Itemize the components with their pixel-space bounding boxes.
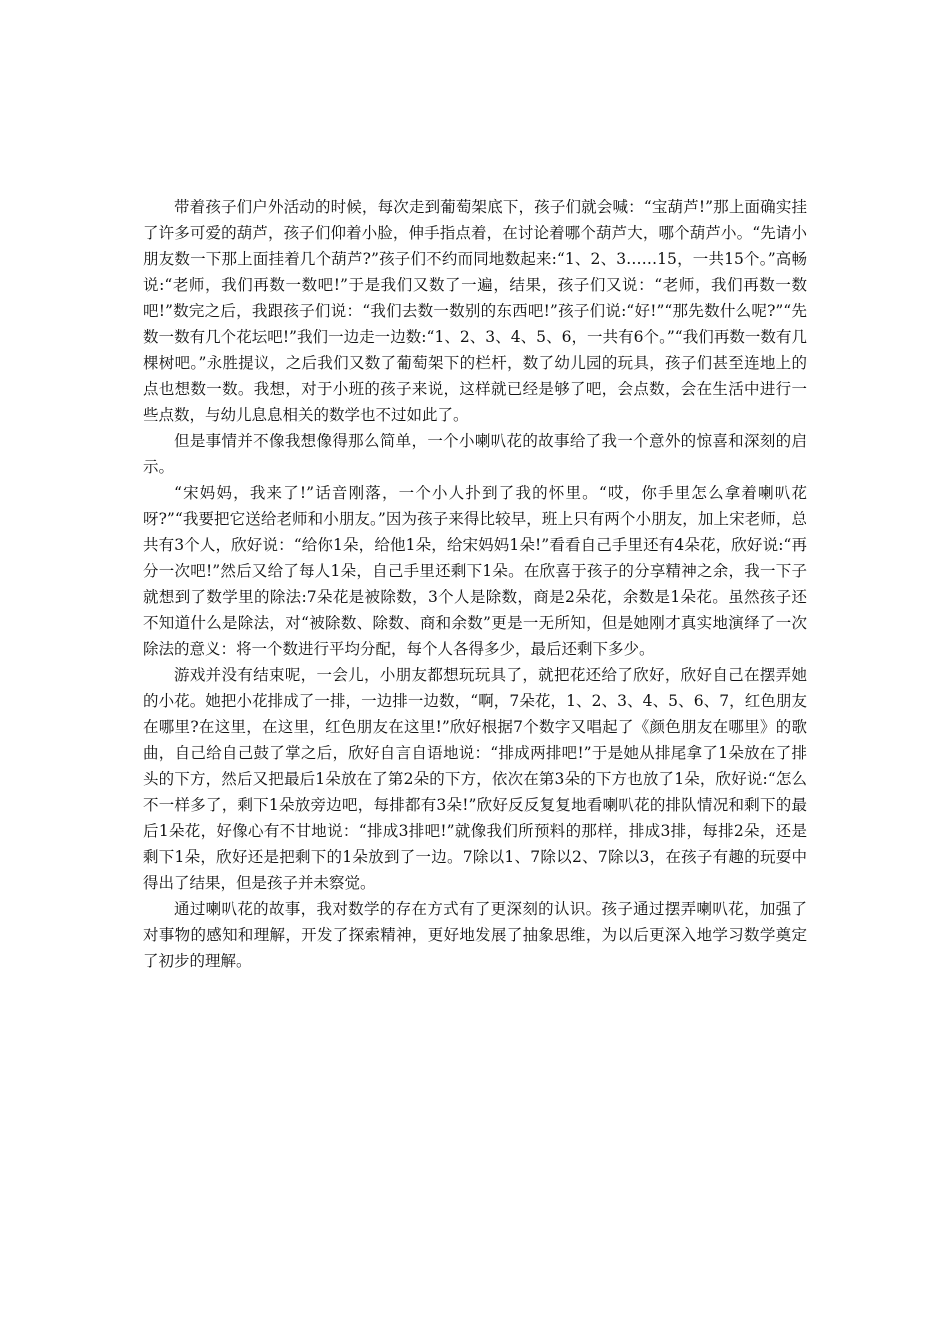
paragraph-1: 带着孩子们户外活动的时候，每次走到葡萄架底下，孩子们就会喊：“宝葫芦!”那上面确实挂了许多可爱的葫芦，孩子们仰着小脸，伸手指点着，在讨论着哪个葫芦大，哪个葫芦小。“先请小朋友数一下那上面挂着几个葫芦?”孩子们不约而同地数起来:“1、2、3……15，一共15个。”高畅说:“老师，我们再数一数吧!”于是我们又数了一遍，结果，孩子们又说：“老师，我们再数一数吧!”数完之后，我跟孩子们说：“我们去数一数别的东西吧!”孩子们说:“好!”“那先数什么呢?”“先数一数有几个花坛吧!”我们一边走一边数:“1、2、3、4、5、6，一共有6个。”“我们再数一数有几棵树吧。”永胜提议，之后我们又数了葡萄架下的栏杆，数了幼儿园的玩具，孩子们甚至连地上的点也想数一数。我想，对于小班的孩子来说，这样就已经是够了吧，会点数，会在生活中进行一些点数，与幼儿息息相关的数学也不过如此了。 (143, 198, 807, 424)
paragraph-4: 游戏并没有结束呢，一会儿，小朋友都想玩玩具了，就把花还给了欣好，欣好自己在摆弄她的小花。她把小花排成了一排，一边排一边数，“啊，7朵花，1、2、3、4、5、6、7，红色朋友在哪里?在这里，在这里，红色朋友在这里!”欣好根据7个数字又唱起了《颜色朋友在哪里》的歌曲，自己给自己鼓了掌之后，欣好自言自语地说：“排成两排吧!”于是她从排尾拿了1朵放在了排头的下方，然后又把最后1朵放在了第2朵的下方，依次在第3朵的下方也放了1朵，欣好说:“怎么不一样多了，剩下1朵放旁边吧，每排都有3朵!”欣好反反复复地看喇叭花的排队情况和剩下的最后1朵花，好像心有不甘地说：“排成3排吧!”就像我们所预料的那样，排成3排，每排2朵，还是剩下1朵，欣好还是把剩下的1朵放到了一边。7除以1、7除以2、7除以3，在孩子有趣的玩耍中得出了结果，但是孩子并未察觉。 (143, 666, 807, 892)
paragraph-3: “宋妈妈，我来了!”话音刚落，一个小人扑到了我的怀里。“哎，你手里怎么拿着喇叭花呀?”“我要把它送给老师和小朋友。”因为孩子来得比较早，班上只有两个小朋友，加上宋老师，总共有3个人，欣好说：“给你1朵，给他1朵，给宋妈妈1朵!”看看自己手里还有4朵花，欣好说:“再分一次吧!”然后又给了每人1朵，自己手里还剩下1朵。在欣喜于孩子的分享精神之余，我一下子就想到了数学里的除法:7朵花是被除数，3个人是除数，商是2朵花，余数是1朵花。虽然孩子还不知道什么是除法，对“被除数、除数、商和余数”更是一无所知，但是她刚才真实地演绎了一次除法的意义：将一个数进行平均分配，每个人各得多少，最后还剩下多少。 (143, 484, 807, 658)
document-body (143, 194, 807, 974)
paragraph-2: 但是事情并不像我想像得那么简单，一个小喇叭花的故事给了我一个意外的惊喜和深刻的启示。 (143, 432, 807, 476)
paragraph-5: 通过喇叭花的故事，我对数学的存在方式有了更深刻的认识。孩子通过摆弄喇叭花，加强了对事物的感知和理解，开发了探索精神，更好地发展了抽象思维，为以后更深入地学习数学奠定了初步的理解。 (143, 900, 807, 970)
